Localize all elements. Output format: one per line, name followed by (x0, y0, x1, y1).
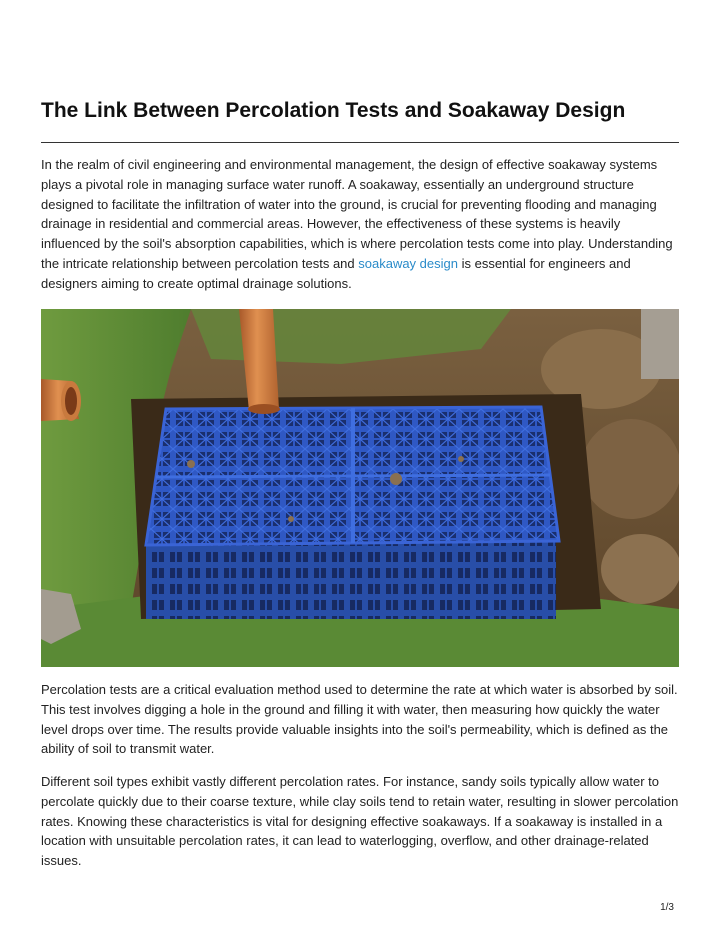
intro-text-start: In the realm of civil engineering and environmental management, the design of effective soakaway systems plays a pivotal role in managing surface water runoff. A soakaway, essentially an underground structure designed to facilitate the infiltration of water into the ground, is crucial for preventing flooding and managing drainage in residential and commercial areas. However, the effectiveness of these systems is heavily influenced by the soil's absorption capabilities, which is where percolation tests come into play. Understanding the intricate relationship between percolation tests and (41, 157, 673, 271)
soakaway-crate-photo (41, 309, 679, 667)
title-divider (41, 142, 679, 143)
soakaway-design-link[interactable]: soakaway design (358, 255, 458, 271)
page-number: 1/3 (660, 902, 674, 913)
article-title: The Link Between Percolation Tests and Soakaway Design (41, 99, 626, 122)
intro-text-end: is essential for engineers and designers aiming to create optimal drainage solutions. (41, 255, 631, 291)
intro-paragraph (41, 155, 681, 294)
percolation-test-paragraph: Percolation tests are a critical evaluation method used to determine the rate at which water is absorbed by soil. This test involves digging a hole in the ground and filling it with water, then measuring how quickly the water level drops over time. The results provide valuable insights into the soil's permeability, which is defined as the ability of soil to transmit water. (41, 682, 678, 757)
soil-types-paragraph: Different soil types exhibit vastly different percolation rates. For instance, sandy soils typically allow water to percolate quickly due to their coarse texture, while clay soils tend to retain water, resulting in slower percolation rates. Knowing these characteristics is vital for designing effective soakaways. If a soakaway is installed in a location with unsuitable percolation rates, it can lead to waterlogging, overflow, and other drainage-related issues. (41, 774, 679, 869)
